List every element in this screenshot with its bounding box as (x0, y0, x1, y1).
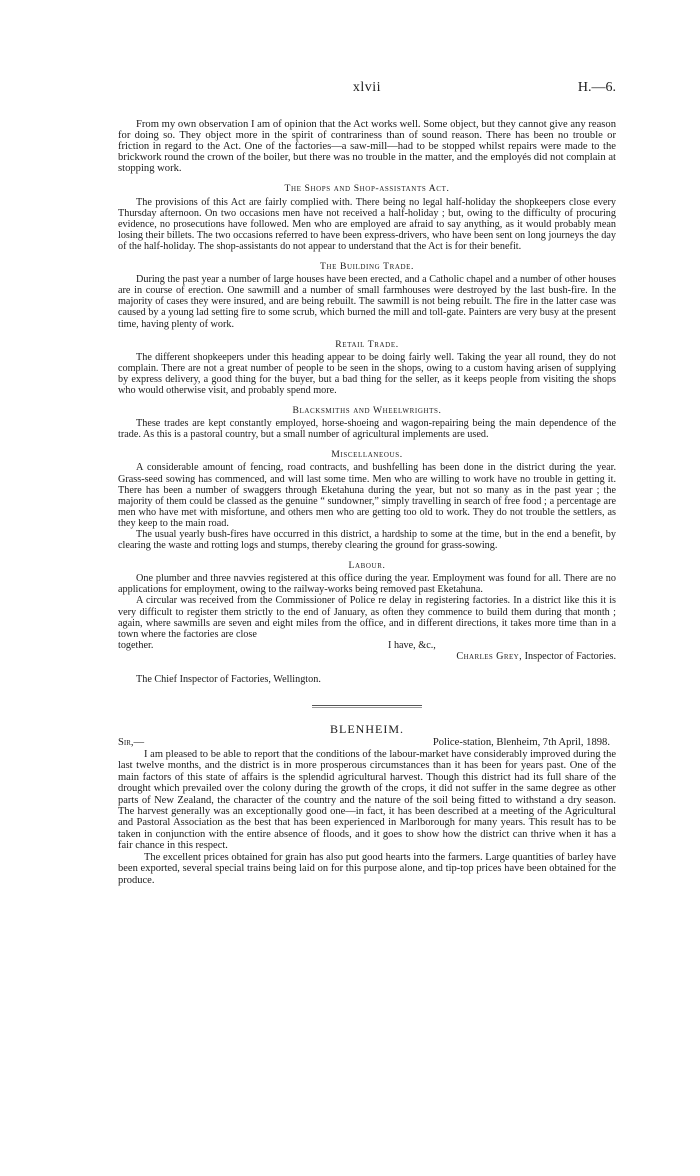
section-retail-trade (118, 339, 616, 396)
report-title: BLENHEIM. (330, 721, 404, 736)
section-heading: Retail Trade. (335, 338, 399, 350)
section-divider (312, 705, 422, 708)
salutation: Sir,— (118, 737, 145, 749)
sign-off: I have, &c., (388, 639, 436, 651)
section-labour (118, 560, 616, 640)
final-paragraph: A circular was received from the Commissioner of Police re delay in registering factories. In a district like this it is very difficult to register them strictly to the end of January, as often they commence to build them during that month ; again, where sawmills are seven and eight miles from the office, and in different directions, it takes more time than in a town where the factories are close (118, 595, 616, 640)
signature-title: Inspector of Factories. (522, 650, 616, 662)
page-number: xlvii (352, 80, 382, 95)
section-heading: Blacksmiths and Wheelwrights. (292, 405, 442, 417)
report-paragraph: The excellent prices obtained for grain has also put good hearts into the farmers. Large quantities of barley have been exported, several special trains being laid on for this purpose alone, and tip-top prices have been obtained for the produce. (118, 851, 616, 886)
section-paragraph: One plumber and three navvies registered at this office during the year. Employment was found for all. There are no applications for employment, owing to the railway-works being removed past Eketahuna. (118, 573, 616, 596)
section-blacksmiths (118, 405, 616, 440)
letter-closing (118, 640, 616, 674)
section-heading: The Building Trade. (319, 261, 415, 273)
section-paragraph: The usual yearly bush-fires have occurred in this district, a hardship to some at the time, but in the end a benefit, by clearing the waste and rotting logs and stumps, thereby clearing the ground for grass-sowing. (118, 529, 616, 552)
section-heading: The Shops and Shop-assistants Act. (284, 183, 450, 195)
report-paragraph: I am pleased to be able to report that the conditions of the labour-market have considerably improved during the last twelve months, and the district is in more prosperous circumstances than it has been for years past. One of the main factors of this state of affairs is the splendid agricultural harvest. Though this district had its full share of the drought which prevailed over the colony during the growth of the crops, it did not suffer in the same degree as other parts of New Zealand, the character of the country and the nature of the soil being fitted to withstand a dry season. The harvest generally was an exceptionally good one—in fact, it has been described at a meeting of the Agricultural and Pastoral Association as the best that has been experienced in Marlborough for many years. This result has to be taken in conjunction with the entire absence of floods, and it goes to show how the district can thrive when it has a fair chance in this respect. (118, 749, 616, 852)
signature (456, 651, 616, 662)
section-building-trade (118, 261, 616, 330)
section-paragraph: During the past year a number of large houses have been erected, and a Catholic chapel and a number of other houses are in course of erection. One sawmill and a number of small farmhouses were destroyed by the last bush-fire. In the majority of cases they were insured, and are being rebuilt. The sawmill is not being rebuilt. The fire in the latter case was caused by a young lad setting fire to some scrub, which burned the mill and toll-gate. Painters are very busy at the present time, having plenty of work. (118, 274, 616, 330)
page-header (118, 80, 616, 100)
section-paragraph: These trades are kept constantly employed, horse-shoeing and wagon-repairing being the main dependence of the trade. As this is a pastoral country, but a small number of agricultural implements are used. (118, 418, 616, 441)
salutation-row (118, 737, 616, 749)
section-heading: Labour. (348, 560, 386, 572)
intro-paragraph: From my own observation I am of opinion that the Act works well. Some object, but they cannot give any reason for doing so. They object more in the spirit of contrariness than of sound reason. There has been no trouble or friction in regard to the Act. One of the factories—a saw-mill—had to be stopped whilst repairs were made to the brickwork round the crown of the boiler, but there was no trouble in the matter, and the employés did not complain at stopping work. (118, 119, 616, 175)
signature-name: Charles Grey, (456, 650, 523, 662)
section-paragraph: The provisions of this Act are fairly complied with. There being no legal half-holiday the shopkeepers close every Thursday afternoon. On two occasions men have not received a half-holiday ; but, owing to the difficulty of procuring evidence, no prosecutions have followed. Men who are employed are afraid to say anything, as it would probably mean losing their billets. The two occasions referred to have been express-drivers, who have been sent on long journeys the day of the half-holiday. The shop-assistants do not appear to understand that the Act is for their benefit. (118, 196, 616, 252)
addressee: The Chief Inspector of Factories, Wellington. (136, 673, 321, 685)
place-date: Police-station, Blenheim, 7th April, 1898. (432, 737, 610, 749)
section-shops-act (118, 183, 616, 252)
section-paragraph: A considerable amount of fencing, road contracts, and bushfelling has been done in the district during the year. Grass-seed sowing has commenced, and will last some time. Men who are willing to work have no trouble in getting it. There has been a number of swaggers through Eketahuna during the year, but not so many as in the past year ; the majority of them could be classed as the genuine “ sundowner,” simply travelling in search of free food ; a percentage are men who have met with misfortune, and others men who are getting too old to work. They do not trouble the settlers, as they keep to the main road. (118, 462, 616, 529)
section-heading: Miscellaneous. (331, 449, 403, 461)
document-reference: H.—6. (577, 80, 616, 95)
section-paragraph: The different shopkeepers under this heading appear to be doing fairly well. Taking the year all round, they do not complain. There are not a great number of people to be seen in the shops, owing to a custom having arisen of supplying by express delivery, a good thing for the buyer, but a bad thing for the seller, as it keeps people from visiting the shops who would otherwise visit, and probably spend more. (118, 351, 616, 396)
page-body (118, 119, 616, 886)
section-miscellaneous (118, 449, 616, 551)
final-word: together. (118, 639, 154, 651)
blenheim-report-body (118, 749, 616, 886)
